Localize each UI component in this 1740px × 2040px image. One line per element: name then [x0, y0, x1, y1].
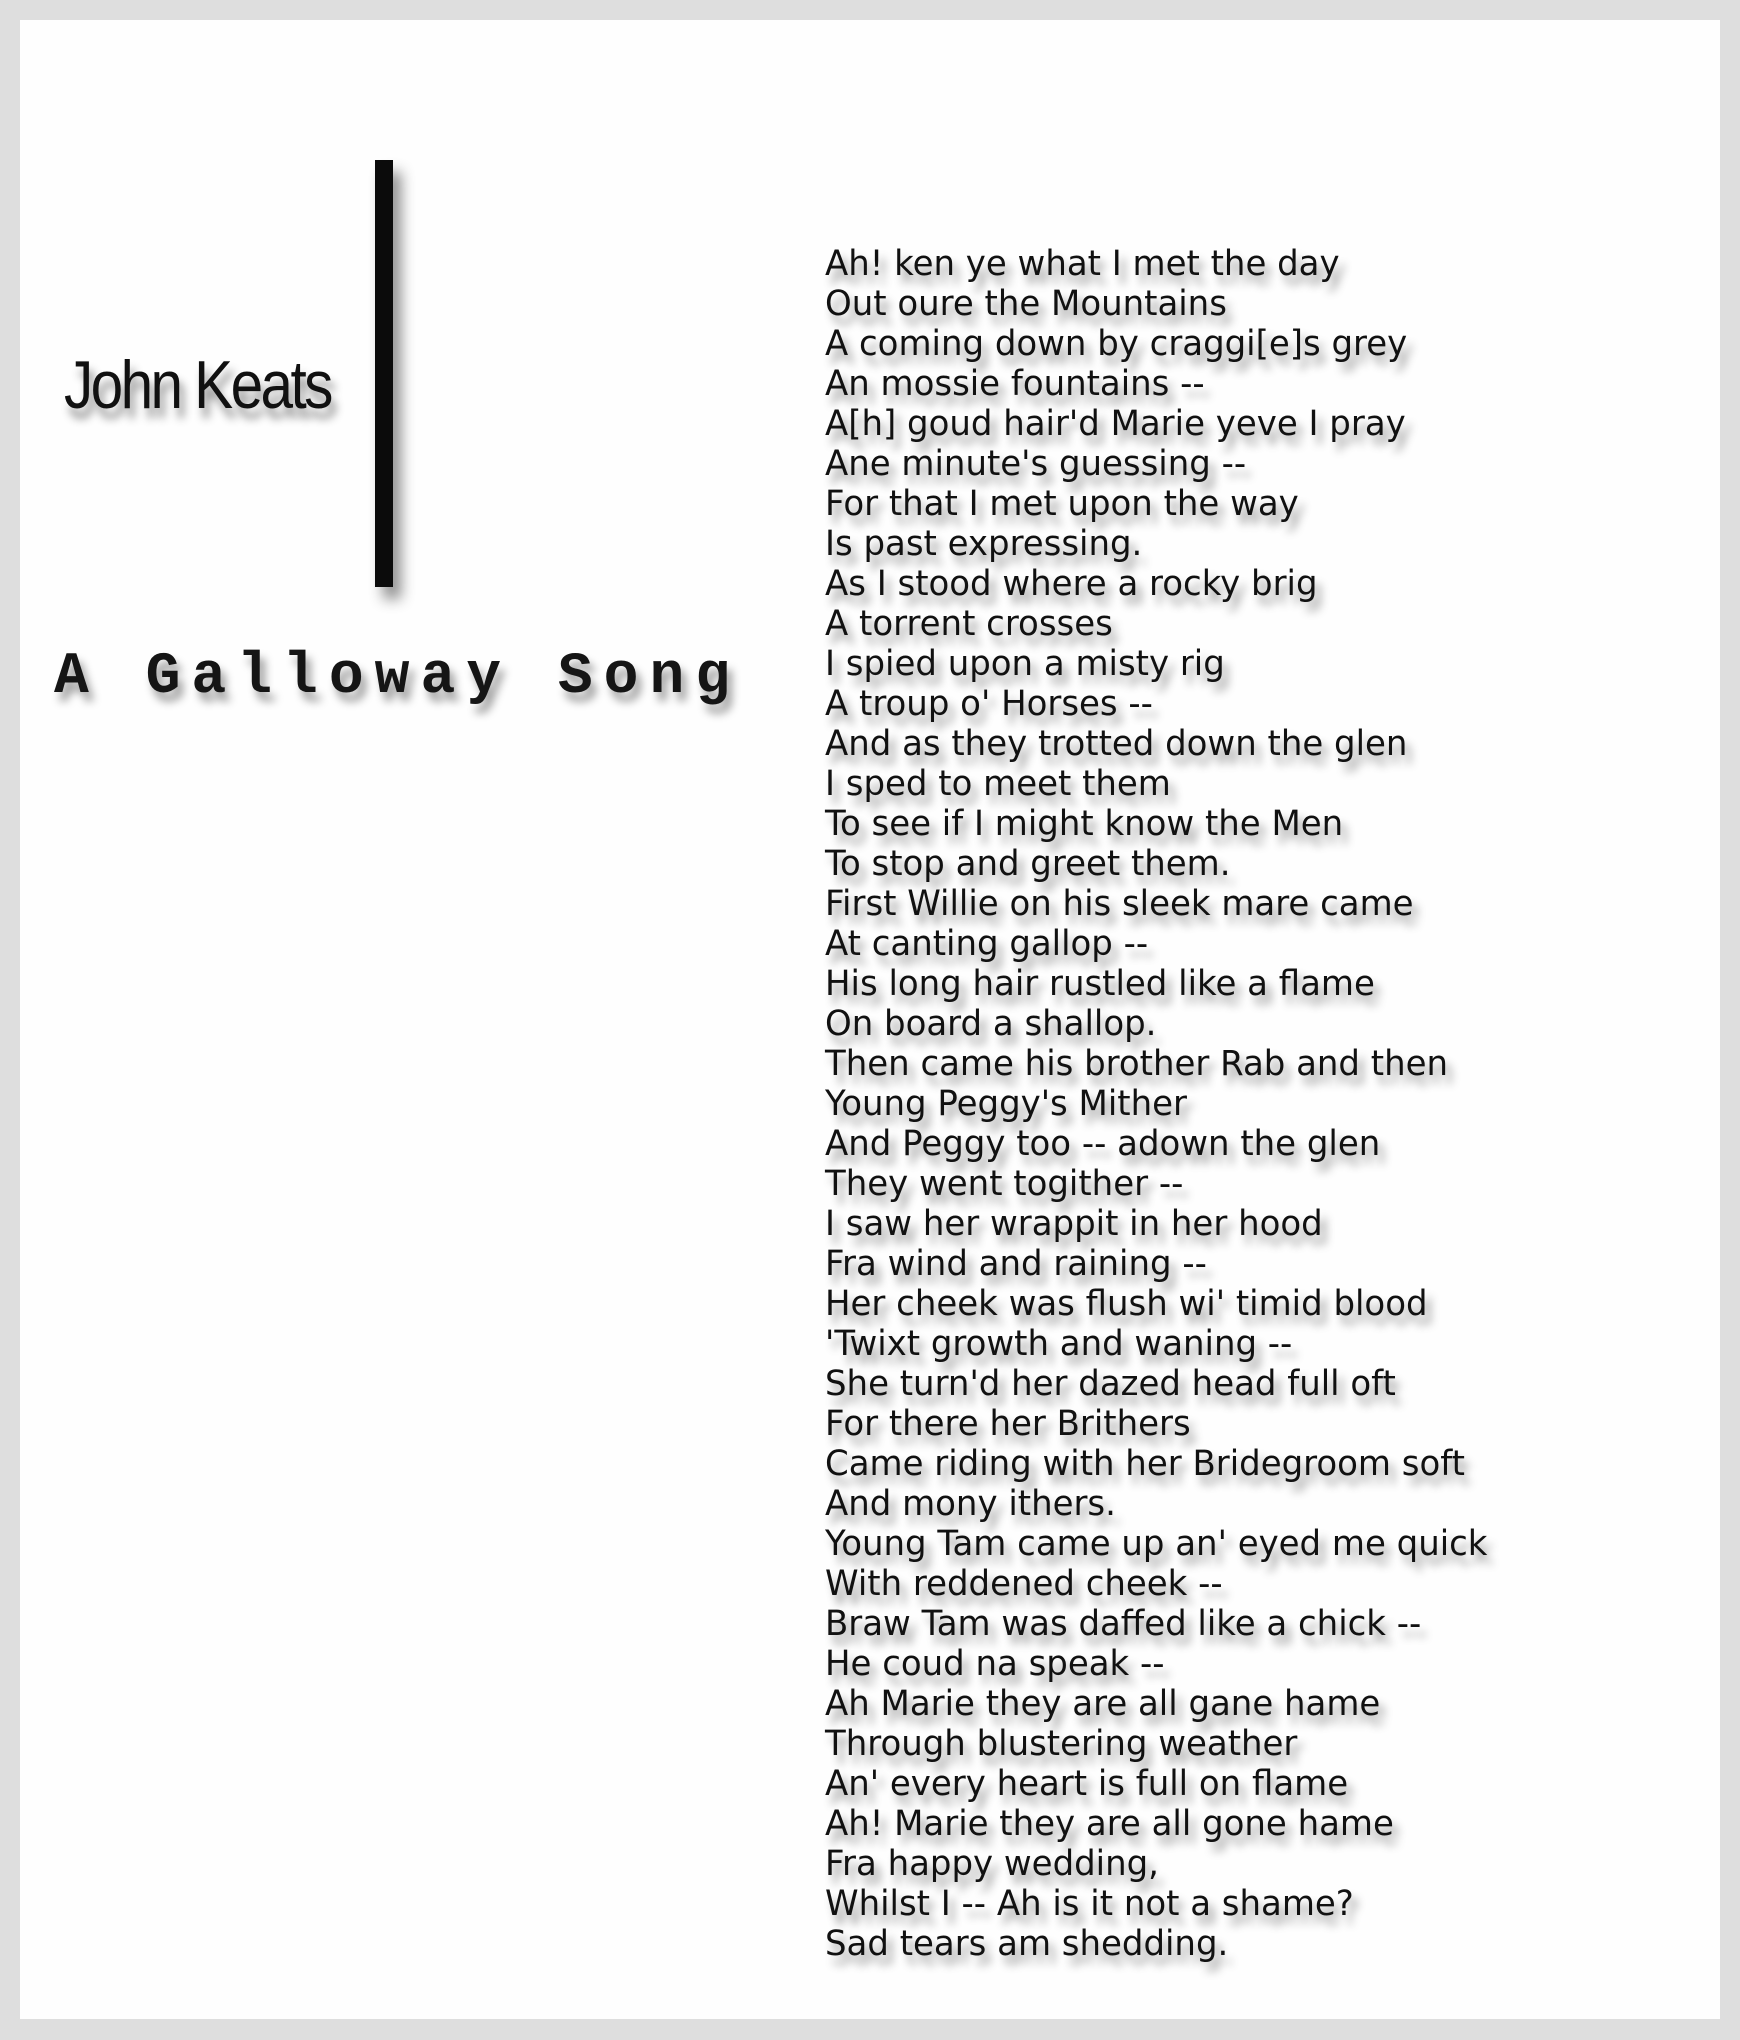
poem-line: He coud na speak -- — [825, 1644, 1165, 1684]
poem-line: On board a shallop. — [825, 1004, 1157, 1044]
poem-line: And as they trotted down the glen — [825, 724, 1408, 764]
poem-line: And Peggy too -- adown the glen — [825, 1124, 1381, 1164]
poem-body — [825, 244, 1705, 1964]
poem-line: Fra happy wedding, — [825, 1844, 1159, 1884]
poem-line: As I stood where a rocky brig — [825, 564, 1318, 604]
poem-line: Fra wind and raining -- — [825, 1244, 1207, 1284]
vertical-divider-bar — [375, 160, 393, 587]
poem-line: Ah Marie they are all gane hame — [825, 1684, 1381, 1724]
poem-line: Whilst I -- Ah is it not a shame? — [825, 1884, 1354, 1924]
poem-line: An' every heart is full on flame — [825, 1764, 1349, 1804]
poem-line: Sad tears am shedding. — [825, 1924, 1229, 1964]
poem-line: Then came his brother Rab and then — [825, 1044, 1448, 1084]
poem-line: To stop and greet them. — [825, 844, 1231, 884]
poem-line: Is past expressing. — [825, 524, 1143, 564]
poem-line: I saw her wrappit in her hood — [825, 1204, 1323, 1244]
poem-line: I sped to meet them — [825, 764, 1171, 804]
poem-line: Braw Tam was daffed like a chick -- — [825, 1604, 1422, 1644]
poem-line: To see if I might know the Men — [825, 804, 1344, 844]
poem-line: A torrent crosses — [825, 604, 1113, 644]
poem-line: At canting gallop -- — [825, 924, 1149, 964]
poem-line: A troup o' Horses -- — [825, 684, 1153, 724]
author-name: John Keats — [64, 347, 331, 423]
poem-line: An mossie fountains -- — [825, 364, 1205, 404]
poem-line: For that I met upon the way — [825, 484, 1299, 524]
poem-line: Young Peggy's Mither — [825, 1084, 1187, 1124]
poem-line: Young Tam came up an' eyed me quick — [825, 1524, 1488, 1564]
poem-line: And mony ithers. — [825, 1484, 1116, 1524]
poem-line: His long hair rustled like a flame — [825, 964, 1375, 1004]
poem-line: A coming down by craggi[e]s grey — [825, 324, 1408, 364]
poem-line: First Willie on his sleek mare came — [825, 884, 1414, 924]
poem-line: 'Twixt growth and waning -- — [825, 1324, 1293, 1364]
poem-title: A Galloway Song — [54, 645, 742, 710]
poem-line: Ane minute's guessing -- — [825, 444, 1247, 484]
poem-line: Ah! ken ye what I met the day — [825, 244, 1340, 284]
poem-line: They went togither -- — [825, 1164, 1184, 1204]
poem-line: With reddened cheek -- — [825, 1564, 1223, 1604]
poem-line: For there her Brithers — [825, 1404, 1191, 1444]
poem-line: Through blustering weather — [825, 1724, 1298, 1764]
page — [20, 20, 1720, 2019]
poem-line: Ah! Marie they are all gone hame — [825, 1804, 1394, 1844]
poem-line: Out oure the Mountains — [825, 284, 1227, 324]
poem-line: She turn'd her dazed head full oft — [825, 1364, 1396, 1404]
poem-line: I spied upon a misty rig — [825, 644, 1225, 684]
poem-line: Came riding with her Bridegroom soft — [825, 1444, 1465, 1484]
poem-line: A[h] goud hair'd Marie yeve I pray — [825, 404, 1406, 444]
poem-line: Her cheek was flush wi' timid blood — [825, 1284, 1428, 1324]
